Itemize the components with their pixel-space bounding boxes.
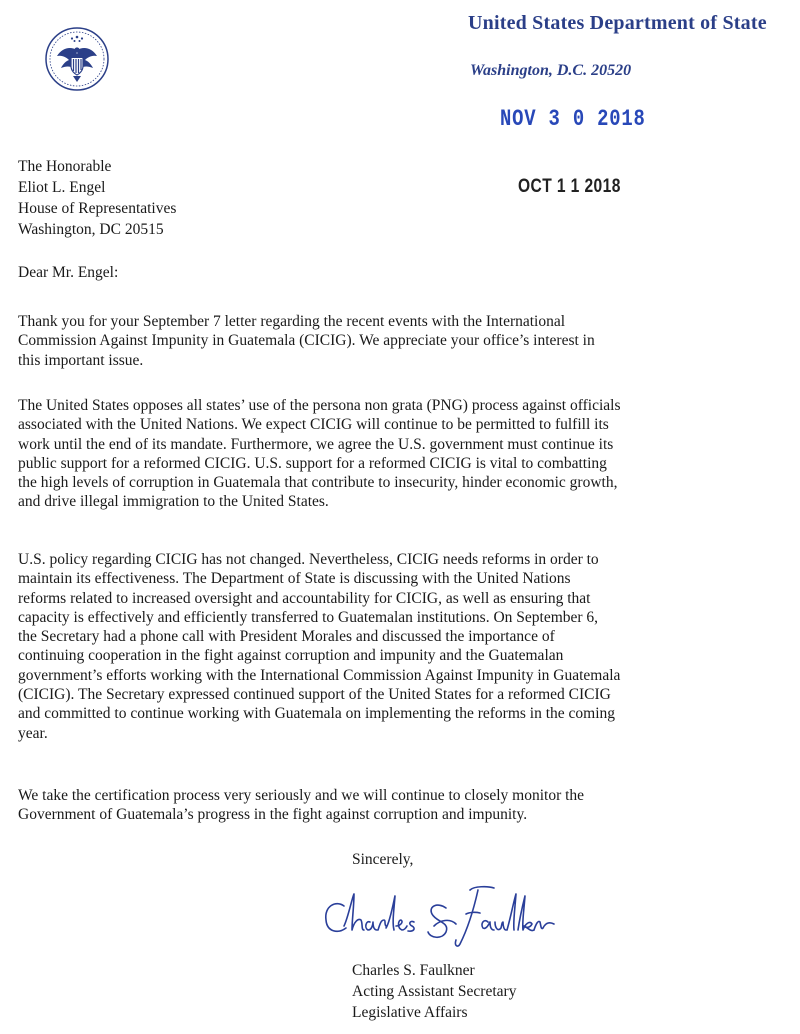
body-line: government’s efforts working with the International Commission Against Impunity in Guatemala bbox=[18, 666, 621, 684]
paragraph-2 bbox=[18, 396, 620, 512]
body-line: year. bbox=[18, 724, 48, 742]
addressee-line: The Honorable bbox=[18, 158, 112, 175]
addressee-block bbox=[18, 156, 176, 240]
addressee-line: Eliot L. Engel bbox=[18, 179, 106, 196]
letter-date-stamp: OCT 1 1 2018 bbox=[518, 176, 621, 197]
body-line: public support for a reformed CICIG. U.S. support for a reformed CICIG is vital to combatting bbox=[18, 454, 607, 472]
department-seal bbox=[44, 26, 110, 92]
closing: Sincerely, bbox=[352, 851, 414, 868]
body-line: Government of Guatemala’s progress in the fight against corruption and impunity. bbox=[18, 806, 528, 824]
body-line: Thank you for your September 7 letter regarding the recent events with the International bbox=[18, 313, 566, 330]
body-line: and drive illegal immigration to the United States. bbox=[18, 493, 329, 511]
body-line: We take the certification process very seriously and we will continue to closely monitor the bbox=[18, 787, 585, 804]
body-line: the Secretary had a phone call with President Morales and discussed the importance of bbox=[18, 628, 555, 646]
letterhead-address: Washington, D.C. 20520 bbox=[470, 62, 632, 79]
received-date-stamp: NOV 3 0 2018 bbox=[500, 106, 646, 132]
body-line: The United States opposes all states’ use of the persona non grata (PNG) process against officials bbox=[18, 397, 621, 414]
signer-name: Charles S. Faulkner bbox=[352, 962, 475, 979]
body-line: this important issue. bbox=[18, 351, 144, 369]
paragraph-1 bbox=[18, 312, 595, 370]
signer-title: Acting Assistant Secretary bbox=[352, 983, 517, 1000]
letterhead-department: United States Department of State bbox=[468, 12, 767, 34]
salutation: Dear Mr. Engel: bbox=[18, 264, 119, 281]
paragraph-3 bbox=[18, 550, 620, 743]
body-line: reforms related to increased oversight and accountability for CICIG, as well as ensuring that bbox=[18, 589, 591, 607]
body-line: continuing cooperation in the fight against corruption and impunity and the Guatemalan bbox=[18, 647, 564, 665]
body-line: capacity is effectively and efficiently transferred to Guatemalan institutions. On September 6, bbox=[18, 608, 599, 626]
signature-scrawl bbox=[318, 880, 558, 952]
signer-block bbox=[352, 960, 516, 1023]
addressee-line: Washington, DC 20515 bbox=[18, 221, 164, 238]
signer-office: Legislative Affairs bbox=[352, 1004, 468, 1021]
body-line: work until the end of its mandate. Furthermore, we agree the U.S. government must continue its bbox=[18, 435, 614, 453]
body-line: associated with the United Nations. We expect CICIG will continue to be permitted to fulfill its bbox=[18, 416, 609, 434]
body-line: maintain its effectiveness. The Department of State is discussing with the United Nations bbox=[18, 570, 571, 588]
body-line: and committed to continue working with Guatemala on implementing the reforms in the coming bbox=[18, 705, 616, 723]
great-seal-eagle-icon bbox=[44, 26, 110, 92]
body-line: Commission Against Impunity in Guatemala (CICIG). We appreciate your office’s interest in bbox=[18, 332, 595, 350]
body-line: the high levels of corruption in Guatemala that contribute to insecurity, hinder economic growth, bbox=[18, 474, 618, 492]
body-line: (CICIG). The Secretary expressed continued support of the United States for a reformed CICIG bbox=[18, 686, 611, 704]
addressee-line: House of Representatives bbox=[18, 200, 177, 217]
body-line: U.S. policy regarding CICIG has not changed. Nevertheless, CICIG needs reforms in order to bbox=[18, 551, 599, 568]
handwritten-signature bbox=[318, 880, 558, 952]
paragraph-4 bbox=[18, 786, 584, 825]
